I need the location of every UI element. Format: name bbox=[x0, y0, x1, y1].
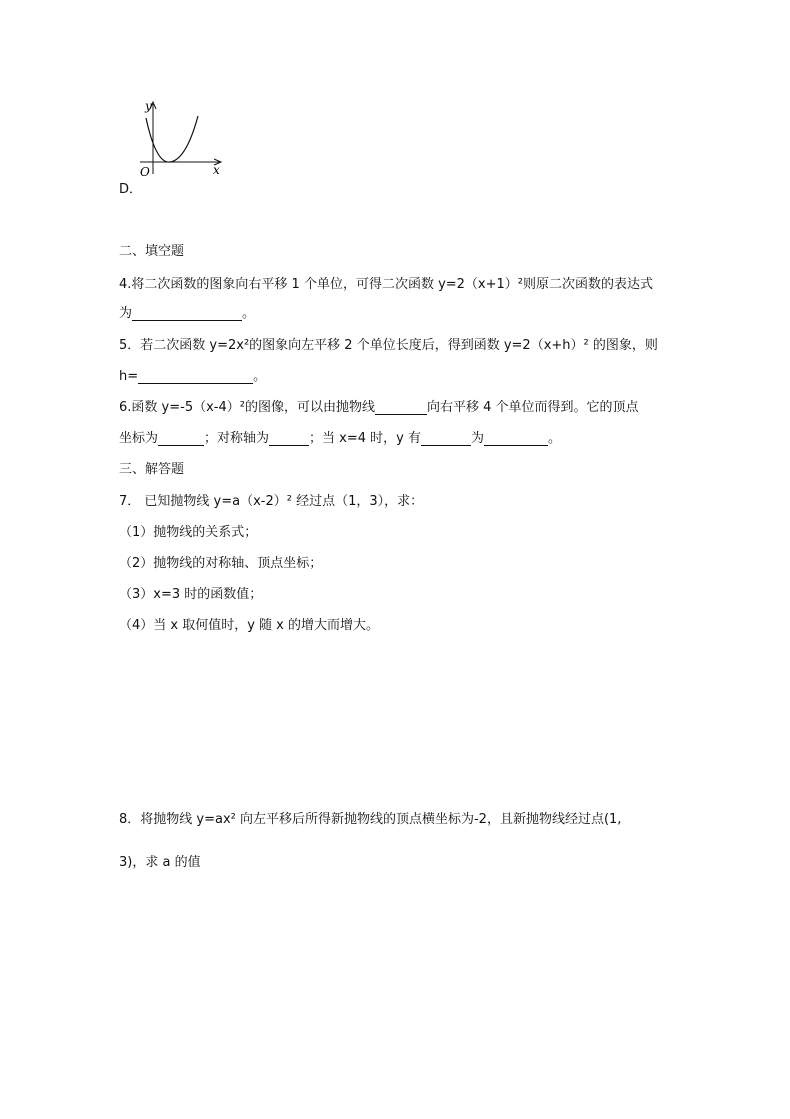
q4-suffix: 。 bbox=[242, 306, 256, 321]
q6-line2 bbox=[119, 427, 561, 446]
parabola-graph-svg bbox=[128, 96, 228, 178]
origin-label: O bbox=[140, 165, 150, 178]
q4-prefix: 为 bbox=[119, 306, 133, 321]
q6-vertex-blank[interactable] bbox=[158, 431, 204, 446]
x-axis-label: x bbox=[213, 163, 220, 177]
q6-extreme-type-blank[interactable] bbox=[421, 431, 471, 446]
option-d-label: D． bbox=[119, 182, 143, 197]
q5-line2 bbox=[119, 365, 266, 384]
q7-part-2: （2）抛物线的对称轴、顶点坐标； bbox=[119, 556, 323, 571]
q6-line1 bbox=[119, 396, 639, 415]
q5-suffix: 。 bbox=[253, 369, 267, 384]
q6-line2-text-c: ；当 x=4 时，y 有 bbox=[309, 431, 421, 446]
section-3-title: 三、解答题 bbox=[119, 462, 185, 477]
q8-line1: 8．将抛物线 y=ax² 向左平移后所得新抛物线的顶点横坐标为-2，且新抛物线经过点(1, bbox=[119, 812, 622, 827]
q4-line2 bbox=[119, 302, 255, 321]
q7-part-4: （4）当 x 取何值时，y 随 x 的增大而增大。 bbox=[119, 618, 380, 633]
q6-axis-blank[interactable] bbox=[269, 431, 309, 446]
q6-parabola-blank[interactable] bbox=[375, 400, 427, 415]
option-d-graph bbox=[128, 96, 228, 178]
q7-part-1: （1）抛物线的关系式； bbox=[119, 525, 258, 540]
q5-answer-blank[interactable] bbox=[138, 369, 253, 384]
q6-line2-text-a: 坐标为 bbox=[119, 431, 159, 446]
q7-part-3: （3）x=3 时的函数值； bbox=[119, 587, 263, 602]
q6-line2-text-d: 为 bbox=[470, 431, 484, 446]
q5-prefix: h= bbox=[119, 369, 139, 384]
q6-line1-text-a: 6.函数 y=-5（x-4）²的图像，可以由抛物线 bbox=[119, 400, 375, 415]
section-2-title: 二、填空题 bbox=[119, 244, 185, 259]
q4-line1: 4.将二次函数的图象向右平移 1 个单位，可得二次函数 y=2（x+1）²则原二次函数的表达式 bbox=[119, 277, 653, 292]
q4-answer-blank[interactable] bbox=[132, 306, 242, 321]
q6-line2-text-b: ；对称轴为 bbox=[204, 431, 270, 446]
q5-line1: 5．若二次函数 y=2x²的图象向左平移 2 个单位长度后，得到函数 y=2（x+h）² 的图象，则 bbox=[119, 338, 658, 353]
y-axis-label: y bbox=[145, 99, 152, 113]
q8-line2: 3)，求 a 的值 bbox=[119, 855, 201, 870]
q7-stem: 7． 已知抛物线 y=a（x-2）² 经过点（1，3），求： bbox=[119, 494, 424, 509]
q6-extreme-value-blank[interactable] bbox=[484, 431, 548, 446]
parabola-curve bbox=[146, 116, 198, 162]
q6-line1-text-b: 向右平移 4 个单位而得到。它的顶点 bbox=[426, 400, 639, 415]
q6-line2-text-e: 。 bbox=[548, 431, 562, 446]
